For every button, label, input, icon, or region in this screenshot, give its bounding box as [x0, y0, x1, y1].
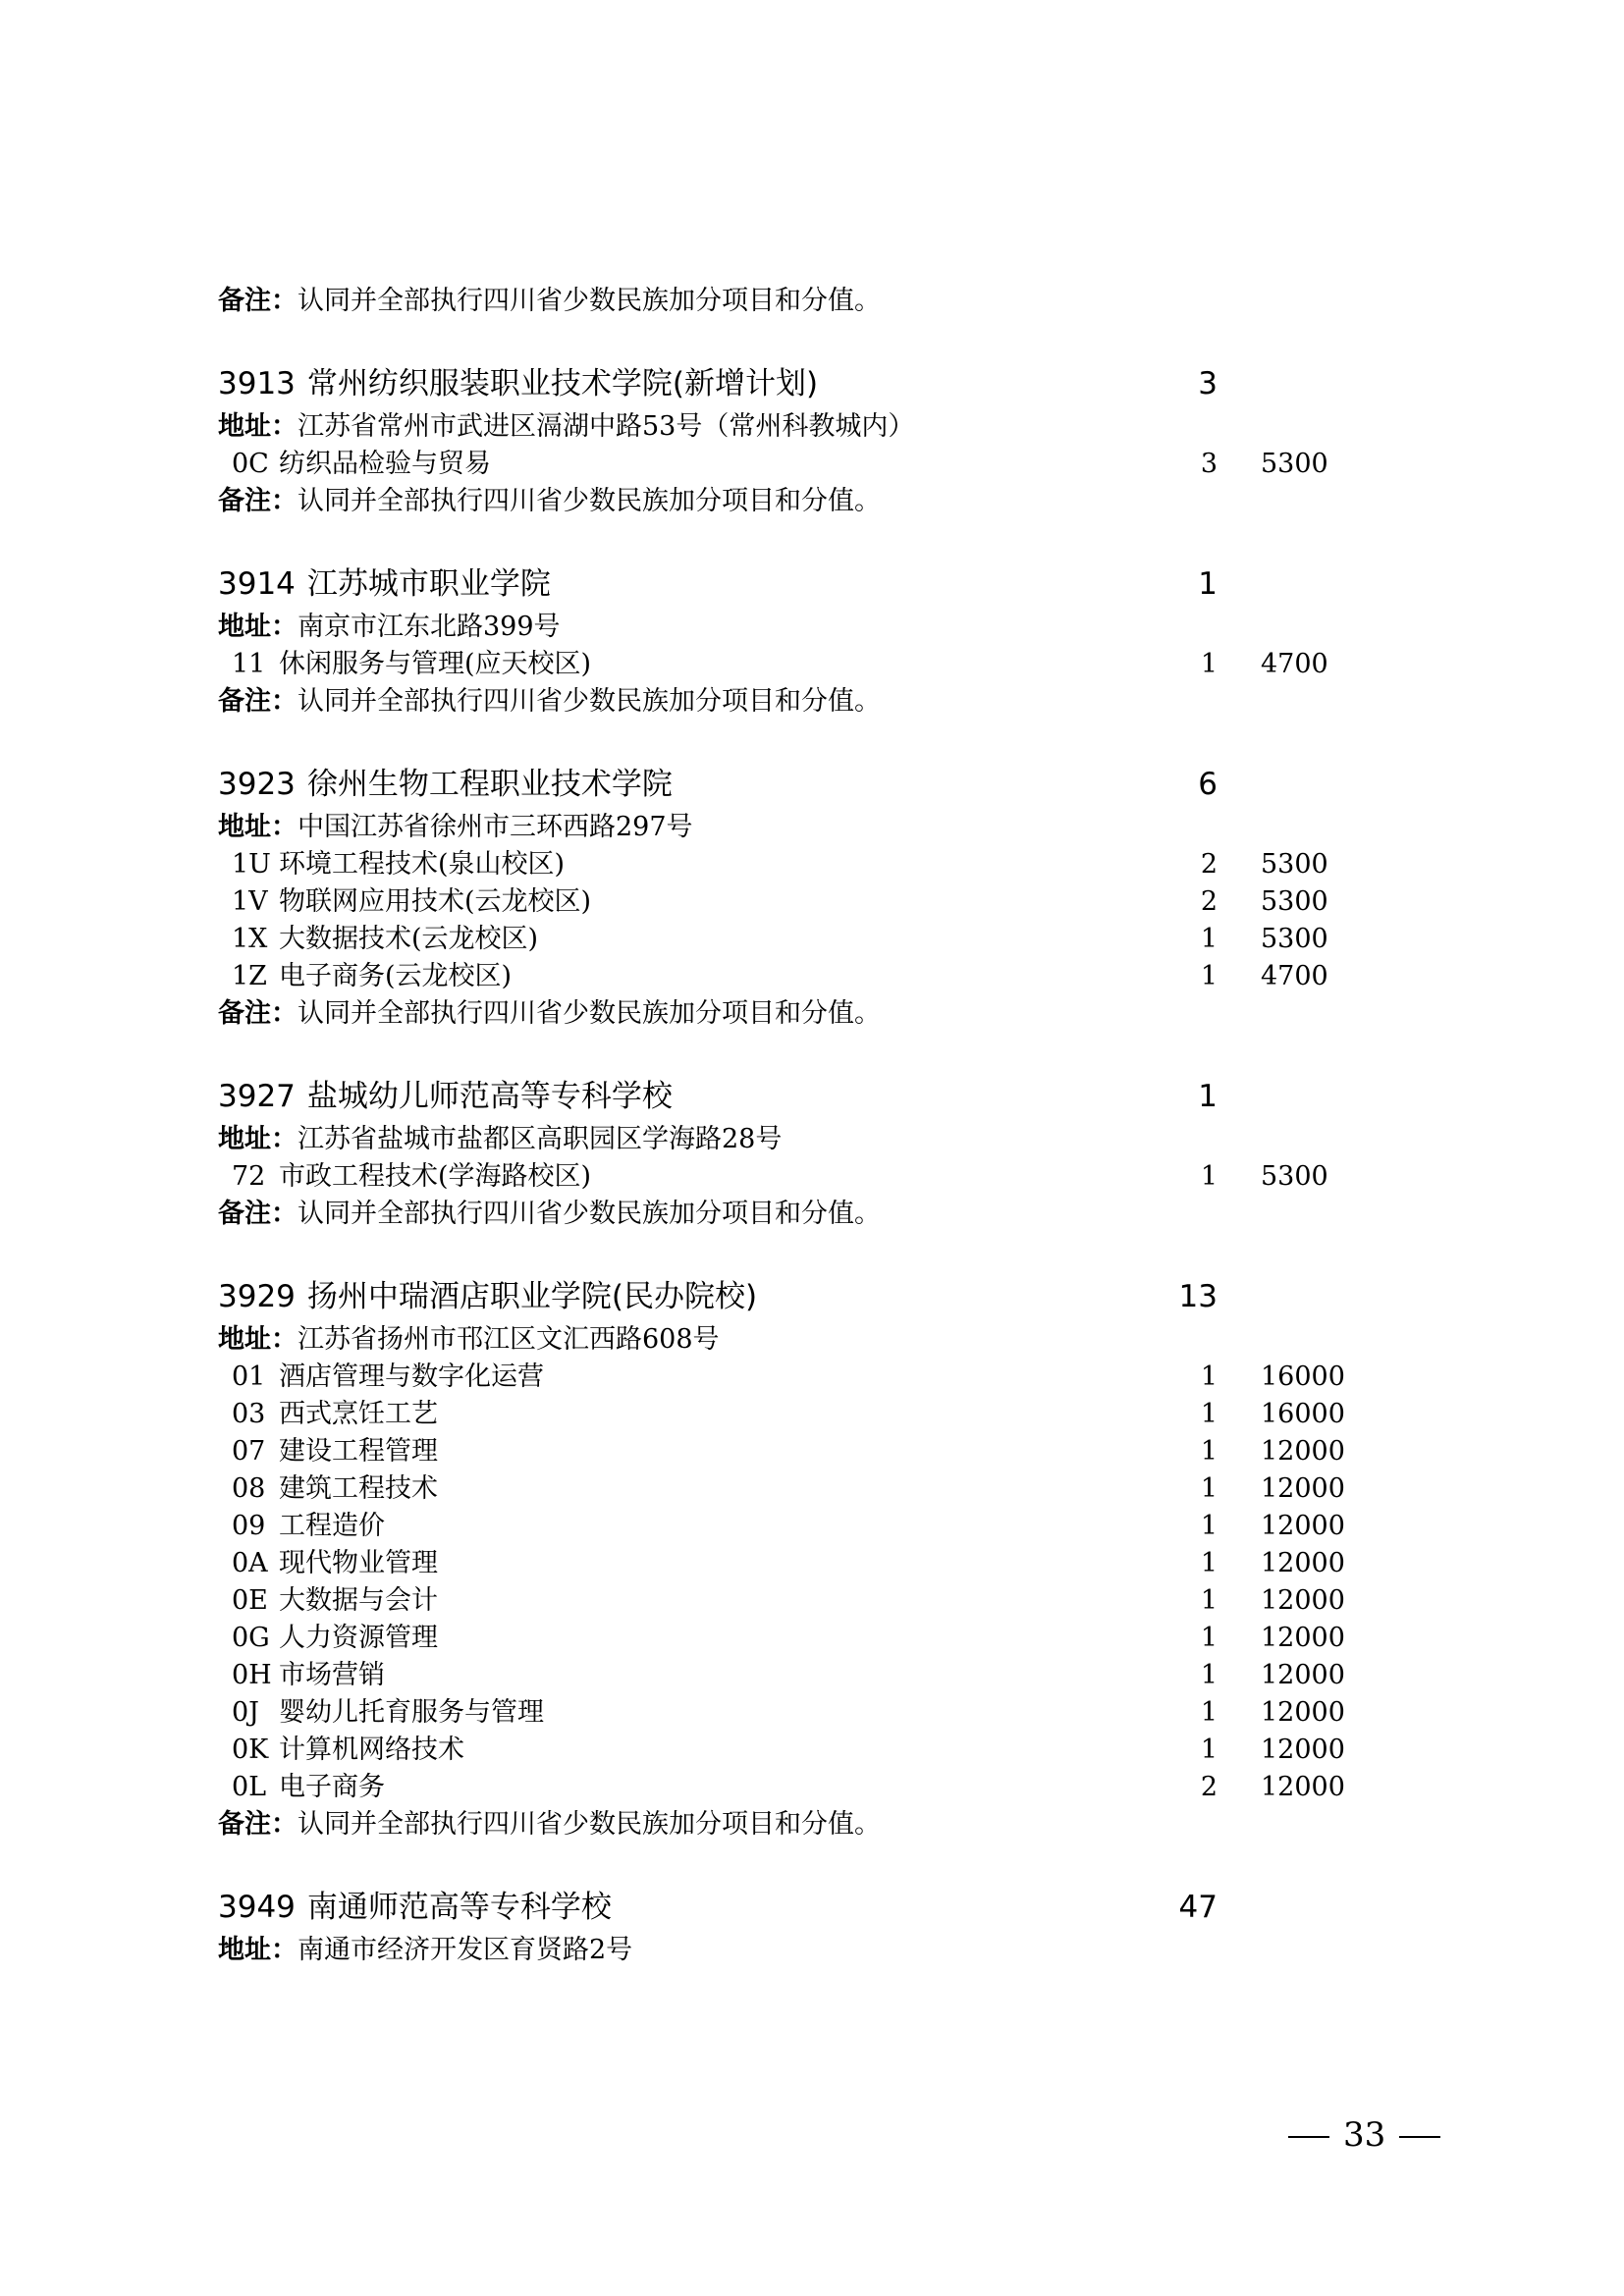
note-text: 认同并全部执行四川省少数民族加分项目和分值。 — [298, 998, 881, 1029]
major-row — [218, 1359, 1396, 1396]
major-code: 0A — [232, 1548, 268, 1578]
school-list — [218, 359, 1396, 1969]
major-name: 建设工程管理 — [279, 1436, 438, 1467]
major-row — [218, 1620, 1396, 1657]
school-total: 1 — [1198, 566, 1218, 602]
school-code: 3929 — [218, 1279, 296, 1314]
major-count: 1 — [1200, 1399, 1218, 1429]
school-name: 徐州生物工程职业技术学院 — [306, 767, 673, 802]
major-code: 08 — [232, 1473, 266, 1504]
address-text: 江苏省扬州市邗江区文汇西路608号 — [298, 1324, 720, 1355]
major-name: 现代物业管理 — [279, 1548, 438, 1578]
major-name: 电子商务(云龙校区) — [279, 961, 513, 991]
school-code: 3913 — [218, 366, 296, 401]
address-label: 地址： — [218, 812, 298, 842]
address-label: 地址： — [218, 1124, 298, 1154]
address-text: 南京市江东北路399号 — [298, 612, 561, 642]
major-name: 酒店管理与数字化运营 — [279, 1362, 544, 1392]
major-row — [218, 1732, 1396, 1769]
note-text: 认同并全部执行四川省少数民族加分项目和分值。 — [298, 1199, 881, 1229]
major-name: 大数据技术(云龙校区) — [279, 924, 539, 954]
school-name: 南通师范高等专科学校 — [306, 1890, 612, 1925]
major-count: 1 — [1200, 961, 1218, 991]
major-code: 03 — [232, 1399, 266, 1429]
major-count: 1 — [1200, 924, 1218, 954]
major-code: 1U — [232, 849, 271, 880]
major-code: 0K — [232, 1735, 269, 1765]
school-code: 3923 — [218, 767, 296, 802]
school-block — [218, 760, 1396, 1033]
major-row — [218, 1470, 1396, 1508]
major-count: 3 — [1200, 449, 1218, 479]
major-code: 0E — [232, 1585, 268, 1616]
major-count: 2 — [1200, 1772, 1218, 1802]
top-note — [218, 283, 1396, 320]
school-total: 6 — [1198, 767, 1218, 802]
major-code: 72 — [232, 1161, 266, 1192]
major-row — [218, 1433, 1396, 1470]
major-fee: 12000 — [1261, 1436, 1345, 1467]
major-row — [218, 646, 1396, 683]
major-code: 1Z — [232, 961, 267, 991]
major-fee: 12000 — [1261, 1772, 1345, 1802]
major-row — [218, 1158, 1396, 1196]
school-block — [218, 560, 1396, 721]
school-name: 盐城幼儿师范高等专科学校 — [306, 1079, 673, 1114]
major-fee: 12000 — [1261, 1473, 1345, 1504]
major-name: 市场营销 — [279, 1660, 385, 1690]
school-block — [218, 1883, 1396, 1969]
school-address — [218, 1321, 1396, 1359]
school-note — [218, 1806, 1396, 1843]
page-dash-right — [1399, 2136, 1440, 2138]
major-count: 1 — [1200, 1697, 1218, 1728]
major-fee: 5300 — [1261, 849, 1328, 880]
school-header — [218, 1883, 1396, 1932]
major-name: 西式烹饪工艺 — [279, 1399, 438, 1429]
major-count: 1 — [1200, 1660, 1218, 1690]
school-block — [218, 359, 1396, 520]
major-fee: 12000 — [1261, 1660, 1345, 1690]
major-name: 人力资源管理 — [279, 1623, 438, 1653]
major-code: 0J — [232, 1697, 260, 1728]
major-fee: 16000 — [1261, 1362, 1345, 1392]
major-name: 休闲服务与管理(应天校区) — [279, 649, 592, 679]
major-code: 11 — [232, 649, 266, 679]
major-count: 1 — [1200, 1735, 1218, 1765]
major-name: 电子商务 — [279, 1772, 385, 1802]
major-fee: 5300 — [1261, 1161, 1328, 1192]
major-row — [218, 883, 1396, 921]
major-fee: 12000 — [1261, 1735, 1345, 1765]
major-count: 1 — [1200, 1511, 1218, 1541]
school-total: 3 — [1198, 366, 1218, 401]
school-name: 常州纺织服装职业技术学院(新增计划) — [306, 366, 819, 401]
school-total: 47 — [1178, 1890, 1218, 1925]
document-body — [218, 283, 1396, 1969]
school-note — [218, 483, 1396, 520]
school-note — [218, 683, 1396, 721]
page-dash-left — [1288, 2136, 1329, 2138]
major-row — [218, 921, 1396, 958]
school-header — [218, 1272, 1396, 1321]
major-row — [218, 846, 1396, 883]
note-label: 备注： — [218, 1809, 298, 1840]
note-text: 认同并全部执行四川省少数民族加分项目和分值。 — [298, 686, 881, 717]
school-address — [218, 609, 1396, 646]
major-row — [218, 1694, 1396, 1732]
school-address — [218, 1932, 1396, 1969]
address-label: 地址： — [218, 612, 298, 642]
major-count: 1 — [1200, 1623, 1218, 1653]
major-count: 2 — [1200, 886, 1218, 917]
major-fee: 12000 — [1261, 1697, 1345, 1728]
address-text: 中国江苏省徐州市三环西路297号 — [298, 812, 693, 842]
major-row — [218, 1582, 1396, 1620]
major-row — [218, 1769, 1396, 1806]
school-code: 3927 — [218, 1079, 296, 1114]
school-header — [218, 1072, 1396, 1121]
major-fee: 12000 — [1261, 1623, 1345, 1653]
major-row — [218, 1545, 1396, 1582]
note-text: 认同并全部执行四川省少数民族加分项目和分值。 — [298, 1809, 881, 1840]
major-code: 01 — [232, 1362, 266, 1392]
major-count: 1 — [1200, 1436, 1218, 1467]
school-code: 3949 — [218, 1890, 296, 1925]
major-code: 0H — [232, 1660, 272, 1690]
school-note — [218, 995, 1396, 1033]
school-header — [218, 359, 1396, 408]
address-text: 南通市经济开发区育贤路2号 — [298, 1935, 633, 1965]
major-row — [218, 446, 1396, 483]
major-name: 婴幼儿托育服务与管理 — [279, 1697, 544, 1728]
major-code: 07 — [232, 1436, 266, 1467]
major-name: 物联网应用技术(云龙校区) — [279, 886, 592, 917]
note-text: 认同并全部执行四川省少数民族加分项目和分值。 — [298, 286, 881, 316]
note-label: 备注： — [218, 286, 298, 316]
school-header — [218, 560, 1396, 609]
major-count: 1 — [1200, 1548, 1218, 1578]
major-fee: 5300 — [1261, 924, 1328, 954]
major-code: 1X — [232, 924, 268, 954]
major-name: 环境工程技术(泉山校区) — [279, 849, 566, 880]
school-block — [218, 1272, 1396, 1843]
major-count: 1 — [1200, 1473, 1218, 1504]
note-text: 认同并全部执行四川省少数民族加分项目和分值。 — [298, 486, 881, 516]
major-name: 建筑工程技术 — [279, 1473, 438, 1504]
school-header — [218, 760, 1396, 809]
major-code: 0L — [232, 1772, 267, 1802]
major-count: 1 — [1200, 1362, 1218, 1392]
major-name: 市政工程技术(学海路校区) — [279, 1161, 592, 1192]
school-address — [218, 809, 1396, 846]
school-note — [218, 1196, 1396, 1233]
address-label: 地址： — [218, 1324, 298, 1355]
major-row — [218, 1396, 1396, 1433]
major-code: 09 — [232, 1511, 266, 1541]
major-fee: 12000 — [1261, 1511, 1345, 1541]
major-row — [218, 1508, 1396, 1545]
school-address — [218, 408, 1396, 446]
major-count: 2 — [1200, 849, 1218, 880]
major-count: 1 — [1200, 1161, 1218, 1192]
page-number-text: 33 — [1343, 2115, 1386, 2155]
school-address — [218, 1121, 1396, 1158]
major-code: 1V — [232, 886, 268, 917]
major-fee: 4700 — [1261, 961, 1328, 991]
major-fee: 12000 — [1261, 1548, 1345, 1578]
page-number — [1274, 2115, 1454, 2155]
major-row — [218, 1657, 1396, 1694]
major-fee: 16000 — [1261, 1399, 1345, 1429]
school-name: 扬州中瑞酒店职业学院(民办院校) — [306, 1279, 758, 1314]
school-total: 13 — [1178, 1279, 1218, 1314]
note-label: 备注： — [218, 486, 298, 516]
school-name: 江苏城市职业学院 — [306, 566, 551, 602]
address-text: 江苏省常州市武进区滆湖中路53号（常州科教城内） — [298, 411, 915, 442]
major-fee: 12000 — [1261, 1585, 1345, 1616]
major-count: 1 — [1200, 1585, 1218, 1616]
major-code: 0C — [232, 449, 269, 479]
school-block — [218, 1072, 1396, 1233]
major-fee: 5300 — [1261, 449, 1328, 479]
note-label: 备注： — [218, 1199, 298, 1229]
school-code: 3914 — [218, 566, 296, 602]
school-total: 1 — [1198, 1079, 1218, 1114]
major-name: 计算机网络技术 — [279, 1735, 464, 1765]
address-label: 地址： — [218, 1935, 298, 1965]
address-text: 江苏省盐城市盐都区高职园区学海路28号 — [298, 1124, 783, 1154]
note-label: 备注： — [218, 686, 298, 717]
address-label: 地址： — [218, 411, 298, 442]
major-fee: 4700 — [1261, 649, 1328, 679]
major-name: 大数据与会计 — [279, 1585, 438, 1616]
major-name: 工程造价 — [279, 1511, 385, 1541]
major-count: 1 — [1200, 649, 1218, 679]
major-row — [218, 958, 1396, 995]
major-fee: 5300 — [1261, 886, 1328, 917]
major-code: 0G — [232, 1623, 270, 1653]
note-label: 备注： — [218, 998, 298, 1029]
major-name: 纺织品检验与贸易 — [279, 449, 491, 479]
